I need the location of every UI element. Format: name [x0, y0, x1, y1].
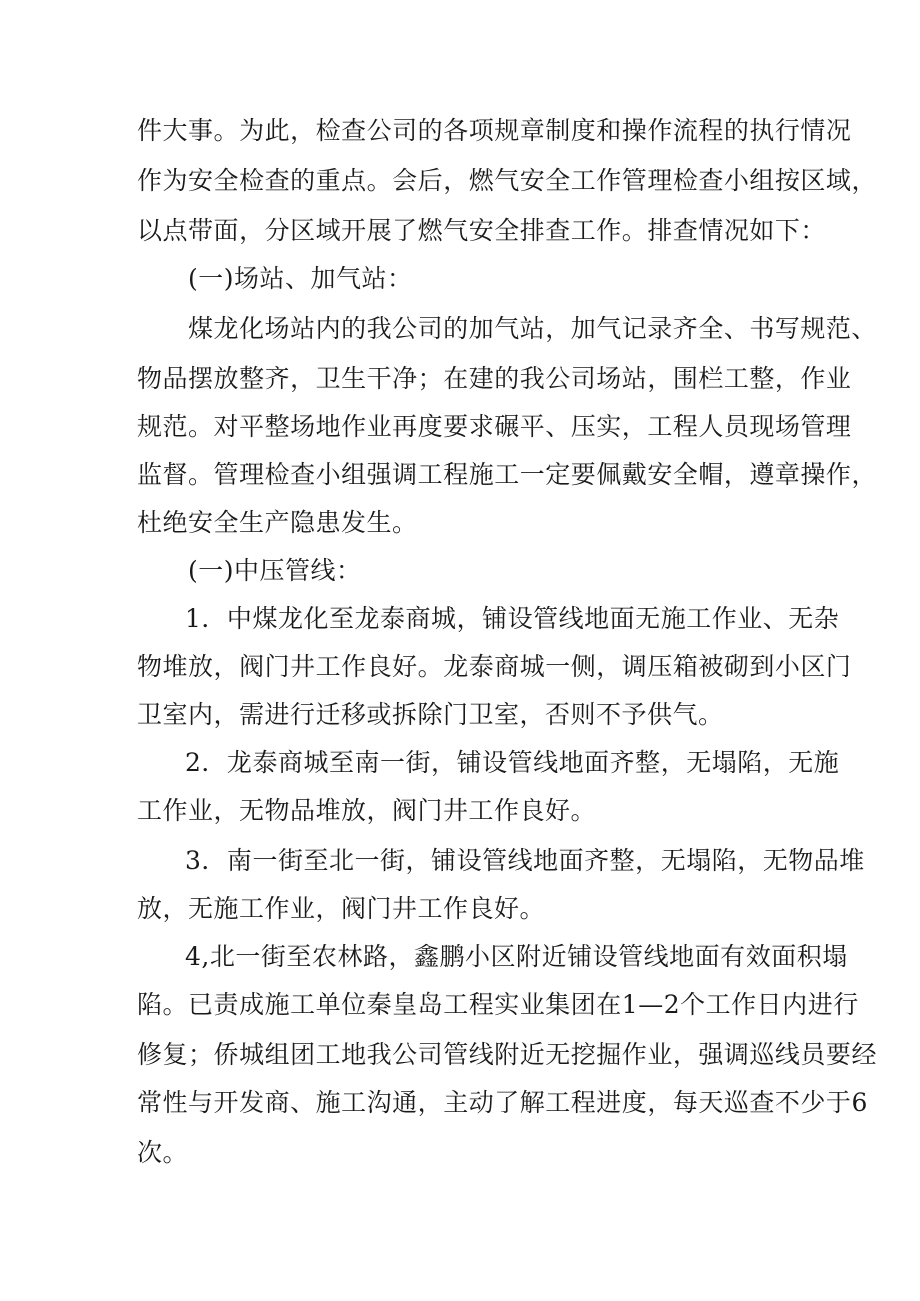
- text-line: 规 范 。 对 平 整 场 地 作 业 再 度 要 求 碾 平 、 压 实 ， 工 程 人 员 现 场 管 理: [137, 412, 852, 441]
- text-line: 4 , 北 一 街 至 农 林 路 ， 鑫 鹏 小 区 附 近 铺 设 管 线 地 面 有 效 面 积 塌: [185, 942, 848, 971]
- text-line: 陷 。 已 责 成 施 工 单 位 秦 皇 岛 工 程 实 业 集 团 在 1 — 2 个 工 作 日 内 进 行: [137, 990, 859, 1019]
- text-line: 件 大 事 。 为 此 ， 检 查 公 司 的 各 项 规 章 制 度 和 操 作 流 程 的 执 行 情 况: [137, 116, 852, 145]
- text-line: 1 ． 中 煤 龙 化 至 龙 泰 商 城 ， 铺 设 管 线 地 面 无 施 工 作 业 、 无 杂: [185, 604, 840, 633]
- text-line: 次。: [137, 1138, 189, 1167]
- text-line: 物 堆 放 ， 阀 门 井 工 作 良 好 。 龙 泰 商 城 一 侧 ， 调 压 箱 被 砌 到 小 区 门: [137, 652, 852, 681]
- text-line: 以 点 带 面 ， 分 区 域 开 展 了 燃 气 安 全 排 查 工 作 。 排 查 情 况 如 下 ：: [137, 216, 826, 245]
- text-line: 作 为 安 全 检 查 的 重 点 。 会 后 ， 燃 气 安 全 工 作 管 理 检 查 小 组 按 区 域 ，: [137, 166, 877, 195]
- text-line: 3 ． 南 一 街 至 北 一 街 ， 铺 设 管 线 地 面 齐 整 ， 无 塌 陷 ， 无 物 品 堆: [185, 846, 865, 875]
- text-line: 煤 龙 化 场 站 内 的 我 公 司 的 加 气 站 ， 加 气 记 录 齐 全 、 书 写 规 范 、: [188, 314, 877, 343]
- text-line: 卫室内，需进行迁移或拆除门卫室，否则不予供气。: [137, 700, 724, 729]
- text-line: 常 性 与 开 发 商 、 施 工 沟 通 ， 主 动 了 解 工 程 进 度 ， 每 天 巡 查 不 少 于 6: [137, 1088, 868, 1117]
- text-line: 物 品 摆 放 整 齐 ， 卫 生 干 净 ； 在 建 的 我 公 司 场 站 ， 围 栏 工 整 ， 作 业: [137, 364, 852, 393]
- text-line: 杜绝安全生产隐患发生。: [137, 508, 418, 537]
- section-heading: (一)场站、加气站：: [188, 264, 413, 293]
- text-line: 2 ． 龙 泰 商 城 至 南 一 街 ， 铺 设 管 线 地 面 齐 整 ， 无 塌 陷 ， 无 施: [185, 748, 840, 777]
- text-line: 修 复 ； 侨 城 组 团 工 地 我 公 司 管 线 附 近 无 挖 掘 作 业 ， 强 调 巡 线 员 要 经: [137, 1040, 877, 1069]
- text-line: 工作业，无物品堆放，阀门井工作良好。: [137, 796, 597, 825]
- section-heading: (一)中压管线：: [188, 556, 362, 585]
- text-line: 放，无施工作业，阀门井工作良好。: [137, 894, 546, 923]
- text-line: 监 督 。 管 理 检 查 小 组 强 调 工 程 施 工 一 定 要 佩 戴 安 全 帽 ， 遵 章 操 作 ，: [137, 460, 877, 489]
